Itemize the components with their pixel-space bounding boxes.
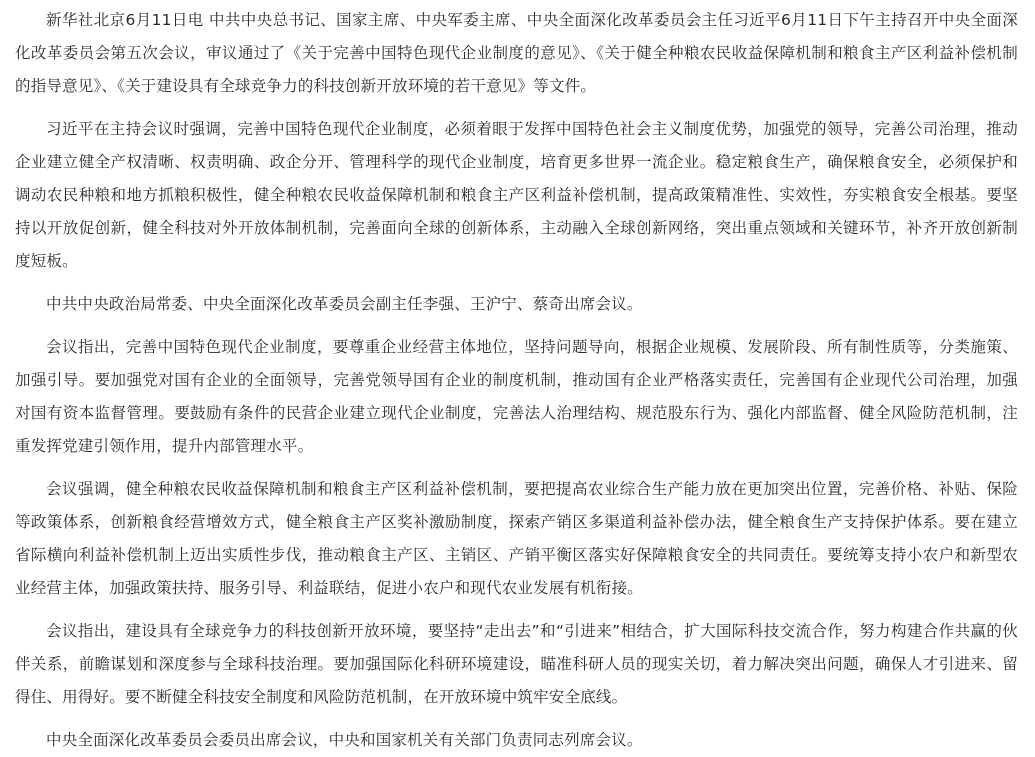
article-paragraph: 中共中央政治局常委、中央全面深化改革委员会副主任李强、王沪宁、蔡奇出席会议。 bbox=[46, 295, 643, 313]
paragraph-spacer bbox=[15, 714, 1018, 724]
article-paragraph-dateline: 新华社北京6月11日电 中共中央总书记、国家主席、中央军委主席、中央全面深化改革委员会主任习近平6月11日下午主持召开中央全面深化改革委员会第五次会议，审议通过了《关于完善中国特色现代企业制度的意见》、《关于健全种粮农民收益保障机制和粮食主产区利益补偿机制的指导意见》、《关于建设具有全球竞争力的科技创新开放环境的若干意见》等文件。 bbox=[15, 11, 1018, 95]
article-paragraph: 习近平在主持会议时强调，完善中国特色现代企业制度，必须着眼于发挥中国特色社会主义制度优势，加强党的领导，完善公司治理，推动企业建立健全产权清晰、权责明确、政企分开、管理科学的现代企业制度，培育更多世界一流企业。稳定粮食生产，确保粮食安全，必须保护和调动农民种粮和地方抓粮积极性，健全种粮农民收益保障机制和粮食主产区利益补偿机制，提高政策精准性、实效性，夯实粮食安全根基。要坚持以开放促创新，健全科技对外开放体制机制，完善面向全球的创新体系，主动融入全球创新网络，突出重点领域和关键环节，补齐开放创新制度短板。 bbox=[15, 120, 1018, 270]
article-paragraph: 会议强调，健全种粮农民收益保障机制和粮食主产区利益补偿机制，要把提高农业综合生产能力放在更加突出位置，完善价格、补贴、保险等政策体系，创新粮食经营增效方式，健全粮食主产区奖补激励制度，探索产销区多渠道利益补偿办法，健全粮食生产支持保护体系。要在建立省际横向利益补偿机制上迈出实质性步伐，推动粮食主产区、主销区、产销平衡区落实好保障粮食安全的共同责任。要统筹支持小农户和新型农业经营主体，加强政策扶持、服务引导、利益联结，促进小农户和现代农业发展有机衔接。 bbox=[15, 480, 1018, 597]
paragraph-spacer bbox=[15, 321, 1018, 331]
paragraph-spacer bbox=[15, 463, 1018, 473]
paragraph-spacer bbox=[15, 103, 1018, 113]
article-paragraph: 会议指出，建设具有全球竞争力的科技创新开放环境，要坚持“走出去”和“引进来”相结合，扩大国际科技交流合作，努力构建合作共赢的伙伴关系，前瞻谋划和深度参与全球科技治理。要加强国际化科研环境建设，瞄准科研人员的现实关切，着力解决突出问题，确保人才引进来、留得住、用得好。要不断健全科技安全制度和风险防范机制，在开放环境中筑牢安全底线。 bbox=[15, 622, 1018, 706]
news-article bbox=[15, 4, 1018, 757]
article-paragraph: 中央全面深化改革委员会委员出席会议，中央和国家机关有关部门负责同志列席会议。 bbox=[46, 731, 643, 749]
paragraph-spacer bbox=[15, 605, 1018, 615]
article-paragraph: 会议指出，完善中国特色现代企业制度，要尊重企业经营主体地位，坚持问题导向，根据企业规模、发展阶段、所有制性质等，分类施策、加强引导。要加强党对国有企业的全面领导，完善党领导国有企业的制度机制，推动国有企业严格落实责任，完善国有企业现代公司治理，加强对国有资本监督管理。要鼓励有条件的民营企业建立现代企业制度，完善法人治理结构、规范股东行为、强化内部监督、健全风险防范机制，注重发挥党建引领作用，提升内部管理水平。 bbox=[15, 338, 1018, 455]
paragraph-spacer bbox=[15, 278, 1018, 288]
